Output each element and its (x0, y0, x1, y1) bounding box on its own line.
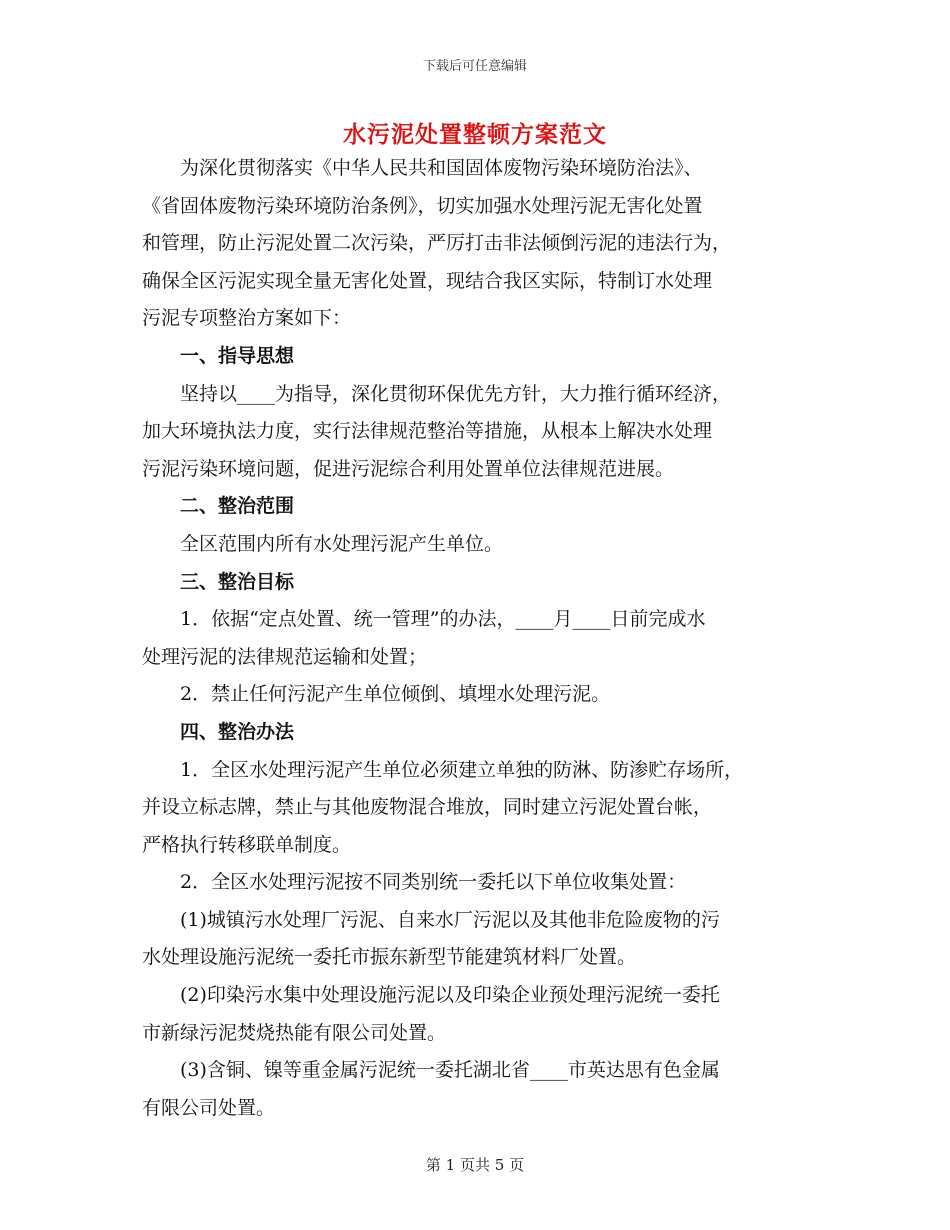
paragraph-line: (2)印染污水集中处理设施污泥以及印染企业预处理污泥统一委托 (180, 984, 720, 1007)
paragraph-line: 污泥污染环境问题，促进污泥综合利用处置单位法律规范进展。 (142, 457, 675, 480)
section-heading: 四、整治办法 (180, 720, 295, 743)
document-title: 水污泥处置整顿方案范文 (343, 121, 607, 148)
paragraph-line: 水处理设施污泥统一委托市振东新型节能建筑材料厂处置。 (142, 946, 637, 969)
paragraph-line: 严格执行转移联单制度。 (142, 833, 352, 856)
paragraph-line: (1)城镇污水处理厂污泥、自来水厂污泥以及其他非危险废物的污 (180, 908, 720, 931)
paragraph-line: 坚持以____为指导，深化贯彻环保优先方针，大力推行循环经济， (180, 382, 732, 405)
page-footer: 第 1 页共 5 页 (425, 1156, 525, 1174)
paragraph-line: 1．依据“定点处置、统一管理”的办法，____月____日前完成水 (180, 608, 706, 631)
section-heading: 一、指导思想 (180, 344, 295, 367)
paragraph-line: 《省固体废物污染环境防治条例》，切实加强水处理污泥无害化处置 (142, 194, 703, 217)
section-heading: 二、整治范围 (180, 495, 295, 518)
paragraph-line: 并设立标志牌，禁止与其他废物混合堆放，同时建立污泥处置台帐， (142, 796, 713, 819)
paragraph-line: 有限公司处置。 (142, 1096, 276, 1119)
paragraph-line: 和管理，防止污泥处置二次污染，严厉打击非法倾倒污泥的违法行为， (142, 232, 732, 255)
paragraph-line: (3)含铜、镍等重金属污泥统一委托湖北省____市英达思有色金属 (180, 1059, 720, 1082)
paragraph-line: 污泥专项整治方案如下： (142, 307, 352, 330)
document-body (142, 150, 832, 1127)
page-header-note: 下载后可任意编辑 (422, 59, 527, 74)
paragraph-line: 2．禁止任何污泥产生单位倾倒、填埋水处理污泥。 (180, 683, 611, 706)
paragraph-line: 1．全区水处理污泥产生单位必须建立单独的防淋、防渗贮存场所， (180, 758, 744, 781)
paragraph-line: 市新绿污泥焚烧热能有限公司处置。 (142, 1021, 447, 1044)
paragraph-line: 全区范围内所有水处理污泥产生单位。 (180, 532, 504, 555)
paragraph-line: 处理污泥的法律规范运输和处置； (142, 645, 428, 668)
paragraph-line: 2．全区水处理污泥按不同类别统一委托以下单位收集处置： (180, 871, 687, 894)
section-heading: 三、整治目标 (180, 570, 295, 593)
paragraph-line: 确保全区污泥实现全量无害化处置，现结合我区实际，特制订水处理 (142, 269, 713, 292)
paragraph-line: 加大环境执法力度，实行法律规范整治等措施，从根本上解决水处理 (142, 420, 713, 443)
paragraph-line: 为深化贯彻落实《中华人民共和国固体废物污染环境防治法》、 (180, 157, 703, 179)
